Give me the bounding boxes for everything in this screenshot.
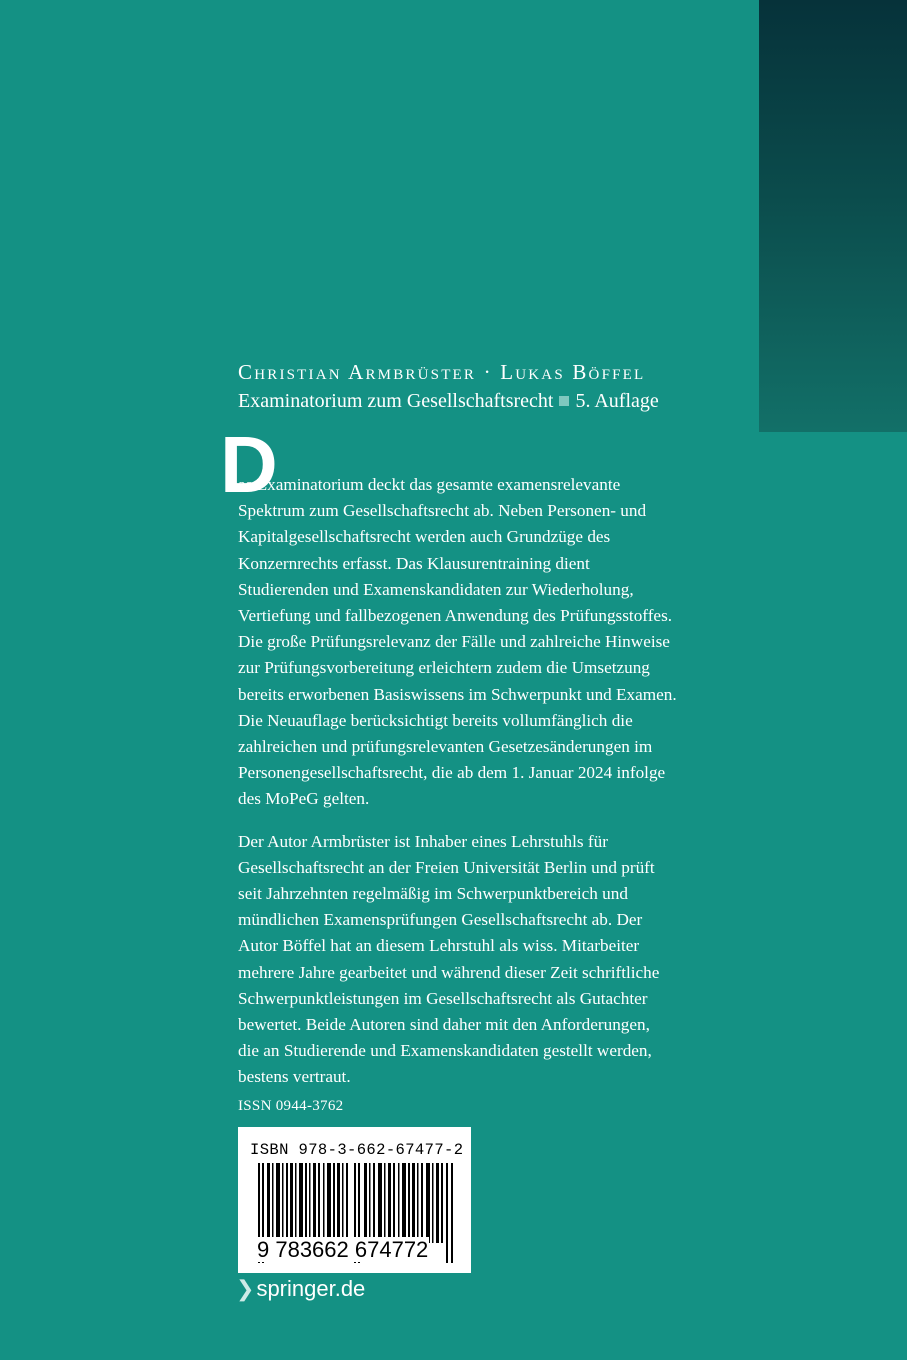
isbn-label: ISBN 978-3-662-67477-2 xyxy=(250,1141,464,1159)
blurb-line: Vertiefung und fallbezogenen Anwendung des Prüfungsstoffes. xyxy=(238,606,673,626)
blurb-line: Gesellschaftsrecht an der Freien Universität Berlin und prüft xyxy=(238,857,655,877)
blurb-line: Konzernrechts erfasst. Das Klausurentraining dient xyxy=(238,553,590,573)
separator-square-icon xyxy=(559,396,569,406)
authors: Christian Armbrüster · Lukas Böffel xyxy=(238,360,646,384)
chevron-right-icon: ❯ xyxy=(236,1276,255,1301)
barcode-digits-text: 9 783662 674772 xyxy=(257,1237,429,1262)
blurb-line: seit Jahrzehnten regelmäßig im Schwerpunktbereich und xyxy=(238,884,628,904)
blurb-paragraph-1 xyxy=(238,432,748,813)
blurb-line: zur Prüfungsvorbereitung erleichtern zudem die Umsetzung xyxy=(238,658,650,678)
blurb-line: Die Neuauflage berücksichtigt bereits vollumfänglich die xyxy=(238,710,633,730)
blurb xyxy=(220,420,748,1091)
barcode-box xyxy=(238,1127,471,1273)
blurb-line: as Examinatorium deckt das gesamte examensrelevante xyxy=(238,475,621,494)
blurb-paragraph-2 xyxy=(238,829,748,1091)
blurb-line: des MoPeG gelten. xyxy=(238,789,370,809)
book-title-line xyxy=(238,390,758,413)
blurb-line: Spektrum zum Gesellschaftsrecht ab. Neben Personen- und xyxy=(238,501,647,521)
blurb-line: zahlreichen und prüfungsrelevanten Gesetzesänderungen im xyxy=(238,737,653,757)
edition: 5. Auflage xyxy=(575,390,659,412)
publisher-url: springer.de xyxy=(256,1276,366,1301)
corner-color-block xyxy=(759,0,907,432)
blurb-line: bewertet. Beide Autoren sind daher mit den Anforderungen, xyxy=(238,1015,650,1035)
blurb-line: Studierenden und Examenskandidaten zur Wiederholung, xyxy=(238,579,634,599)
blurb-line: bestens vertraut. xyxy=(238,1067,351,1087)
book-title: Examinatorium zum Gesellschaftsrecht xyxy=(238,390,554,412)
blurb-line: Der Autor Armbrüster ist Inhaber eines Lehrstuhls für xyxy=(238,831,608,851)
blurb-line: Autor Böffel hat an diesem Lehrstuhl als wiss. Mitarbeiter xyxy=(238,936,640,956)
blurb-line: mehrere Jahre gearbeitet und während dieser Zeit schriftliche xyxy=(238,962,660,982)
blurb-line: die an Studierende und Examenskandidaten gestellt werden, xyxy=(238,1041,652,1061)
barcode-digits xyxy=(256,1237,429,1263)
publisher-link[interactable] xyxy=(236,1276,365,1302)
blurb-line: Kapitalgesellschaftsrecht werden auch Grundzüge des xyxy=(238,527,611,547)
issn: ISSN 0944-3762 xyxy=(238,1098,344,1114)
blurb-line: Schwerpunktleistungen im Gesellschaftsrecht als Gutachter xyxy=(238,988,648,1008)
blurb-line: Personengesellschaftsrecht, die ab dem 1. Januar 2024 infolge xyxy=(238,763,666,783)
blurb-line: bereits erworbenen Basiswissens im Schwerpunkt und Examen. xyxy=(238,684,677,704)
drop-cap: D xyxy=(220,420,278,509)
blurb-line: mündlichen Examensprüfungen Gesellschaftsrecht ab. Der xyxy=(238,910,643,930)
blurb-line: Die große Prüfungsrelevanz der Fälle und zahlreiche Hinweise xyxy=(238,632,670,652)
